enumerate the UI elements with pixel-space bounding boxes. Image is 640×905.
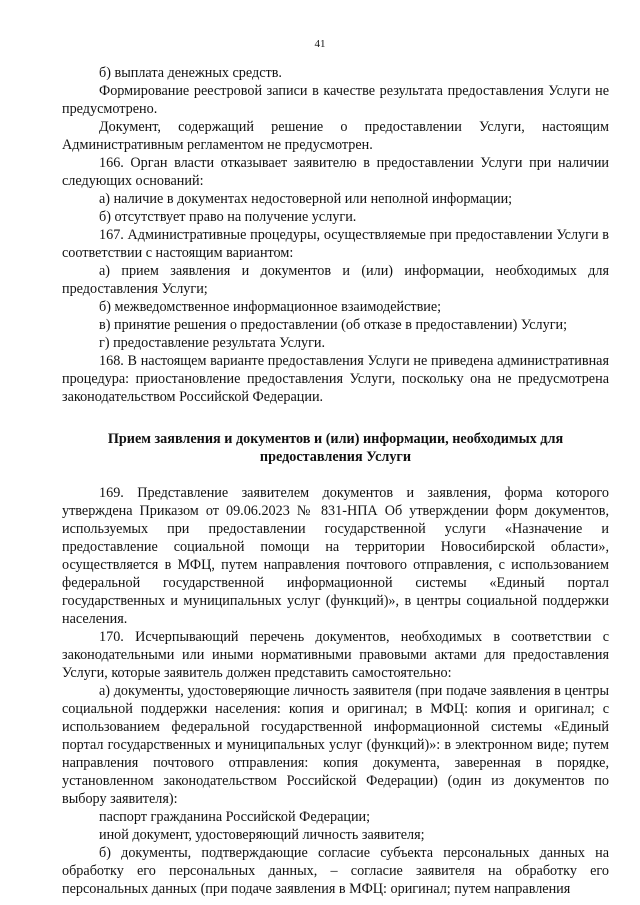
list-item-166-b: б) отсутствует право на получение услуги. xyxy=(99,209,357,225)
list-item-170-b: б) документы, подтверждающие согласие субъекта персональных данных на обработку его персональных данных, – согласие заявителя на обработку его персональных данных (при подаче заявления в МФЦ: оригинал; путем направления xyxy=(62,845,609,897)
list-item-167-c: в) принятие решения о предоставлении (об отказе в предоставлении) Услуги; xyxy=(99,317,568,333)
paragraph-168: 168. В настоящем варианте предоставления Услуги не приведена административная процедура: приостановление предоставления Услуги, поскольку она не предусмотрена законодательством Российской Федерации. xyxy=(62,353,609,405)
list-item-other-id: иной документ, удостоверяющий личность заявителя; xyxy=(99,827,425,843)
list-item-167-b: б) межведомственное информационное взаимодействие; xyxy=(99,299,442,315)
list-item-167-d: г) предоставление результата Услуги. xyxy=(99,335,326,351)
paragraph-decision-document: Документ, содержащий решение о предоставлении Услуги, настоящим Административным регламентом не предусмотрен. xyxy=(62,119,609,153)
list-item-170-a: а) документы, удостоверяющие личность заявителя (при подаче заявления в центры социальной поддержки населения: копия и оригинал; в МФЦ: копия и оригинал; с использованием федеральной государственной информационной системы «Единый портал государственных и муниципальных услуг (функций)»: в электронном виде; путем направления почтового отправления: копия документа, заверенная в порядке, установленном законодательством Российской Федерации) (один из документов по выбору заявителя): xyxy=(62,683,609,807)
paragraph-payout: б) выплата денежных средств. xyxy=(99,65,282,81)
list-item-166-a: а) наличие в документах недостоверной или неполной информации; xyxy=(99,191,513,207)
list-item-passport: паспорт гражданина Российской Федерации; xyxy=(99,809,371,825)
paragraph-169: 169. Представление заявителем документов и заявления, форма которого утверждена Приказом от 09.06.2023 № 831-НПА Об утверждении форм документов, используемых при предоставлении государственной услуги «Назначение и предоставление социальной помощи на территории Новосибирской области», осуществляется в МФЦ, путем направления почтового отправления, с использованием федеральной государственной информационной системы «Единый портал государственных и муниципальных услуг (функций)», в центры социальной поддержки населения. xyxy=(62,485,609,627)
page-number: 41 xyxy=(314,38,326,50)
page-body xyxy=(62,64,609,898)
paragraph-167: 167. Административные процедуры, осуществляемые при предоставлении Услуги в соответствии с настоящим вариантом: xyxy=(62,227,609,261)
list-item-167-a: а) прием заявления и документов и (или) информации, необходимых для предоставления Услуги; xyxy=(62,263,609,297)
paragraph-166: 166. Орган власти отказывает заявителю в предоставлении Услуги при наличии следующих оснований: xyxy=(62,155,609,189)
paragraph-170: 170. Исчерпывающий перечень документов, необходимых в соответствии с законодательными или иными нормативными правовыми актами для предоставления Услуги, которые заявитель должен представить самостоятельно: xyxy=(62,629,609,681)
section-heading: Прием заявления и документов и (или) информации, необходимых для предоставления Услуги xyxy=(107,431,564,465)
paragraph-registry-record: Формирование реестровой записи в качестве результата предоставления Услуги не предусмотрено. xyxy=(62,83,609,117)
